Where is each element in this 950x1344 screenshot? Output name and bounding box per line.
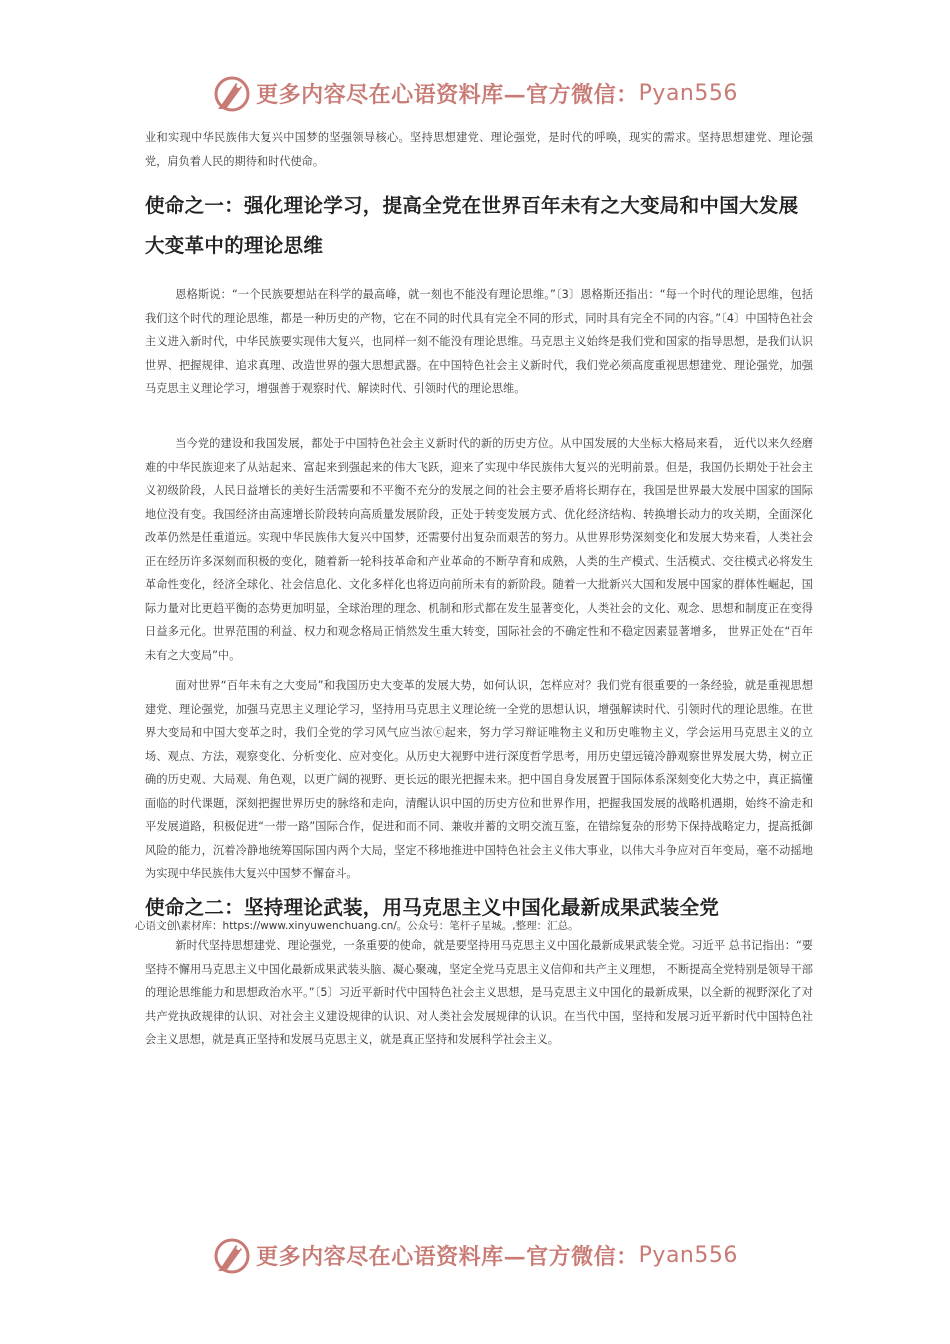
section1-paragraph-3-block [145,674,813,886]
section1-paragraph: 面对世界“百年未有之大变局”和我国历史大变革的发展大势，如何认识，怎样应对？我们党有很重要的一条经验，就是重视思想建党、理论强党，加强马克思主义理论学习，坚持用马克思主义理论统一全党的思想认识，增强解读时代、引领时代的理论思维。在世界大变局和中国大变革之时，我们全党的学习风气应当浓ⓒ起来，努力学习辩证唯物主义和历史唯物主义，学会运用马克思主义的立场、观点、方法，观察变化、分析变化、应对变化。从历史大视野中进行深度哲学思考，用历史望远镜冷静观察世界发展大势，树立正确的历史观、大局观、角色观，以更广阔的视野、更长远的眼光把握未来。把中国自身发展置于国际体系深刻变化大势之中，真正搞懂面临的时代课题，深刻把握世界历史的脉络和走向，清醒认识中国的历史方位和世界作用，把握我国发展的战略机遇期，始终不渝走和平发展道路，积极促进“一带一路”国际合作，促进和而不同、兼收并蓄的文明交流互鉴，在错综复杂的形势下保持战略定力，提高抵御风险的能力，沉着冷静地统筹国际国内两个大局，坚定不移地推进中国特色社会主义伟大事业，以伟大斗争应对百年变局，毫不动摇地为实现中华民族伟大复兴中国梦不懈奋斗。 [145,679,813,880]
pen-nib-in-circle-icon [212,73,252,113]
footer-banner [0,1232,950,1278]
section2-paragraph-block [145,934,813,1052]
banner-text: 更多内容尽在心语资料库—官方微信： [256,81,639,108]
section1-paragraph-1-block [145,283,813,401]
intro-paragraph: 业和实现中华民族伟大复兴中国梦的坚强领导核心。坚持思想建党、理论强党，是时代的呼唤，现实的需求。坚持思想建党、理论强党，肩负着人民的期待和时代使命。 [145,131,813,168]
pen-nib-in-circle-icon [212,1235,252,1275]
section1-paragraph-2-block [145,432,813,667]
banner-text: 更多内容尽在心语资料库—官方微信： [256,1243,639,1270]
banner-content [212,73,738,113]
intro-block [145,126,813,173]
section2-paragraph: 新时代坚持思想建党、理论强党，一条重要的使命，就是要坚持用马克思主义中国化最新成果武装全党。习近平 总书记指出：“要坚持不懈用马克思主义中国化最新成果武装头脑、凝心聚魂，坚定全党马克思主义信仰和共产主义理想， 不断提高全党特别是领导干部的理论思维能力和思想政治水平。”〔5〕习近平新时代中国特色社会主义思想，是马克思主义中国化的最新成果，以全新的视野深化了对共产党执政规律的认识、对社会主义建设规律的认识、对人类社会发展规律的认识。在当代中国，坚持和发展习近平新时代中国特色社会主义思想，就是真正坚持和发展马克思主义，就是真正坚持和发展科学社会主义。 [145,939,813,1046]
section2-heading: 使命之二：坚持理论武装，用马克思主义中国化最新成果武装全党 [145,896,720,919]
header-banner [0,70,950,116]
section1-heading: 使命之一：强化理论学习，提高全党在世界百年未有之大变局和中国大发展大变革中的理论思维 [145,194,799,257]
section1-paragraph: 恩格斯说：“一个民族要想站在科学的最高峰，就一刻也不能没有理论思维。”〔3〕恩格斯还指出：“每一个时代的理论思维，包括我们这个时代的理论思维，都是一种历史的产物，它在不同的时代具有完全不同的形式，同时具有完全不同的内容。”〔4〕中国特色社会主义进入新时代，中华民族要实现伟大复兴，也同样一刻不能没有理论思维。马克思主义始终是我们党和国家的指导思想，是我们认识世界、把握规律、追求真理、改造世界的强大思想武器。在中国特色社会主义新时代，我们党必须高度重视思想建党、理论强党，加强马克思主义理论学习，增强善于观察时代、解读时代、引领时代的理论思维。 [145,288,813,395]
section1-heading-block [145,186,813,266]
banner-content [212,1235,738,1275]
wechat-id: Pyan556 [638,80,738,106]
section1-paragraph: 当今党的建设和我国发展，都处于中国特色社会主义新时代的新的历史方位。从中国发展的大坐标大格局来看， 近代以来久经磨难的中华民族迎来了从站起来、富起来到强起来的伟大飞跃，迎来了实现中华民族伟大复兴的光明前景。但是，我国仍长期处于社会主义初级阶段，人民日益增长的美好生活需要和不平衡不充分的发展之间的社会主要矛盾将长期存在，我国是世界最大发展中国家的国际地位没有变。我国经济由高速增长阶段转向高质量发展阶段，正处于转变发展方式、优化经济结构、转换增长动力的攻关期，全面深化改革仍然是任重道远。实现中华民族伟大复兴中国梦，还需要付出复杂而艰苦的努力。从世界形势深刻变化和发展大势来看，人类社会正在经历许多深刻而积极的变化，随着新一轮科技革命和产业革命的不断孕育和成熟，人类的生产模式、生活模式、交往模式必将发生革命性变化，经济全球化、社会信息化、文化多样化也将迈向前所未有的新阶段。随着一大批新兴大国和发展中国家的群体性崛起，国际力量对比更趋平衡的态势更加明显，全球治理的理念、机制和形式都在发生显著变化，人类社会的文化、观念、思想和制度正在变得日益多元化。世界范围的利益、权力和观念格局正悄然发生重大转变，国际社会的不确定性和不稳定因素显著增多， 世界正处在“百年未有之大变局”中。 [145,437,813,662]
wechat-id: Pyan556 [638,1242,738,1268]
source-line: 心语文创\素材库：https://www.xinyuwenchuang.cn/。公众号：笔杆子星城。,整理：汇总。 [135,920,579,932]
